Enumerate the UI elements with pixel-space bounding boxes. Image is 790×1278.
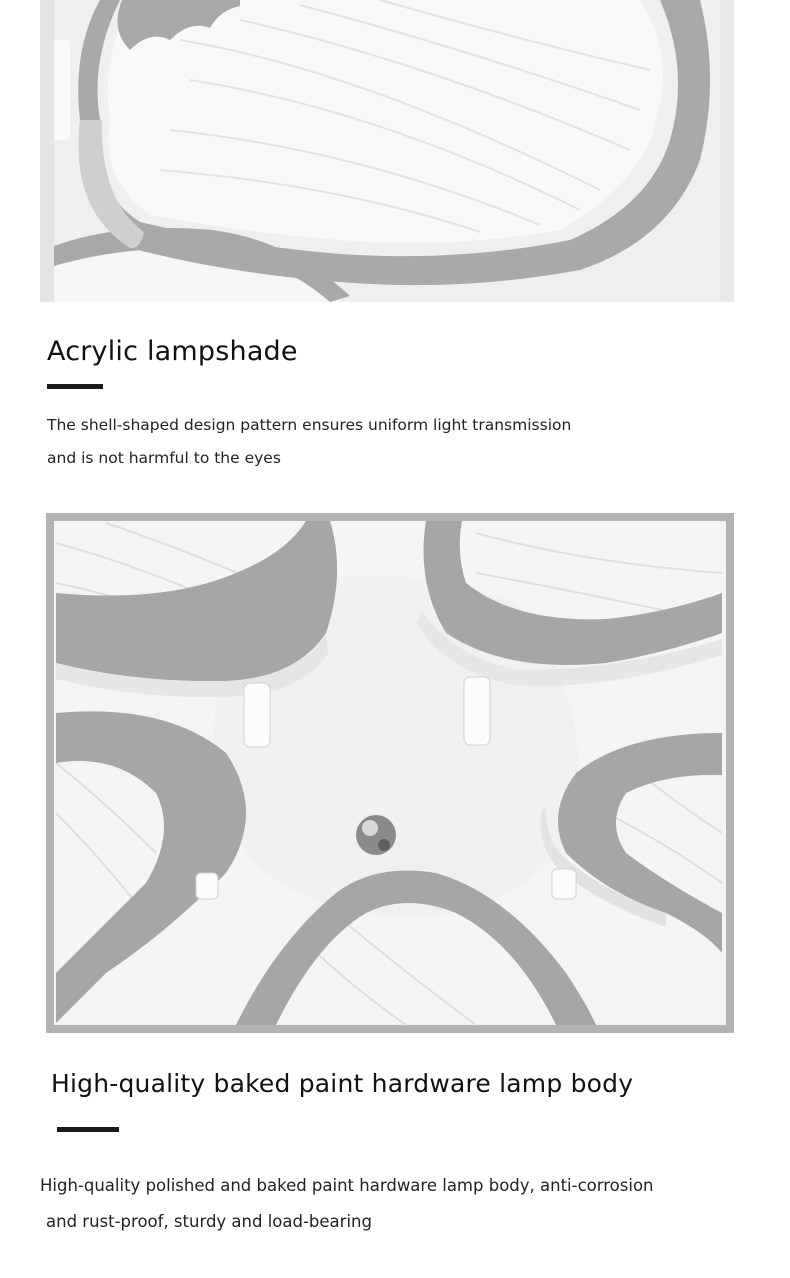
lampshade-description-line-2: and is not harmful to the eyes — [47, 449, 281, 467]
lampshade-closeup-illustration — [40, 0, 734, 302]
lampshade-description-line-1: The shell-shaped design pattern ensures uniform light transmission — [47, 416, 572, 434]
section-heading-lampshade: Acrylic lampshade — [47, 336, 298, 367]
lampshade-closeup-photo — [40, 0, 734, 302]
heading-underline — [47, 384, 103, 389]
lamp-body-description-line-1: High-quality polished and baked paint hardware lamp body, anti-corrosion — [40, 1176, 654, 1195]
lamp-body-hardware-photo — [46, 513, 734, 1033]
lamp-body-description-line-2: and rust-proof, sturdy and load-bearing — [46, 1212, 372, 1231]
section-heading-lamp-body: High-quality baked paint hardware lamp body — [51, 1069, 634, 1098]
lamp-body-illustration — [46, 513, 734, 1033]
heading-underline — [57, 1127, 119, 1132]
